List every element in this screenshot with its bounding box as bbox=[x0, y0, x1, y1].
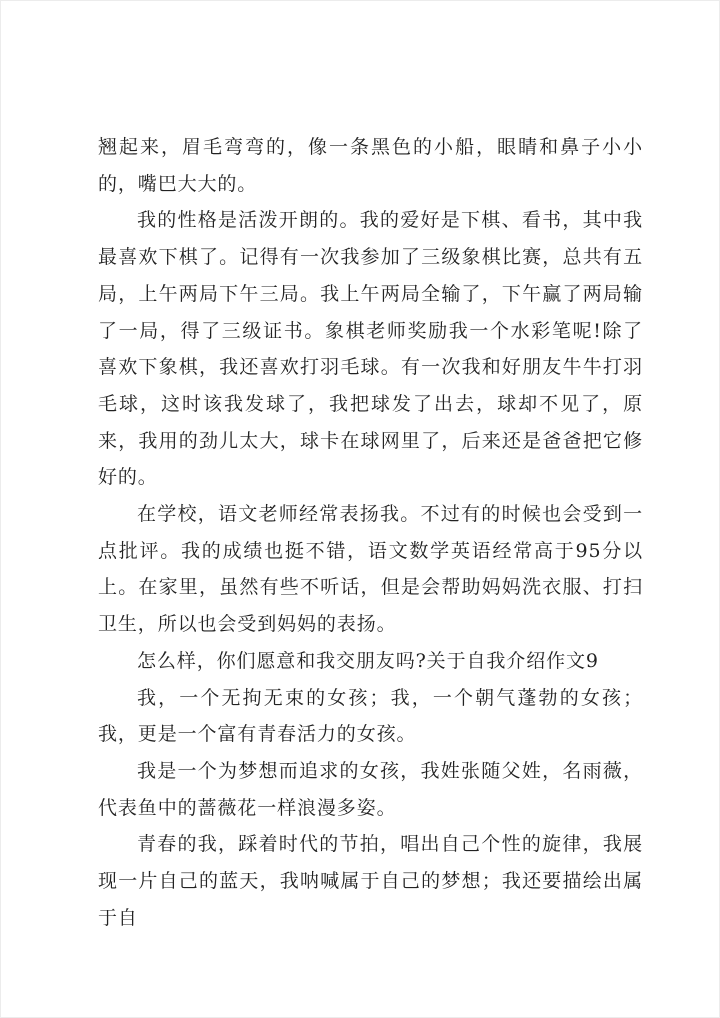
paragraph-2: 我的性格是活泼开朗的。我的爱好是下棋、看书，其中我最喜欢下棋了。记得有一次我参加了三级象棋比赛，总共有五局，上午两局下午三局。我上午两局全输了，下午赢了两局输了一局，得了三级证书。象棋老师奖励我一个水彩笔呢!除了喜欢下象棋，我还喜欢打羽毛球。有一次我和好朋友牛牛打羽毛球，这时该我发球了，我把球发了出去，球却不见了，原来，我用的劲儿太大，球卡在球网里了，后来还是爸爸把它修好的。 bbox=[98, 209, 643, 489]
paragraph-4: 怎么样，你们愿意和我交朋友吗?关于自我介绍作文9 bbox=[137, 649, 599, 672]
paragraph-6: 我是一个为梦想而追求的女孩，我姓张随父姓，名雨薇，代表鱼中的蔷薇花一样浪漫多姿。 bbox=[98, 759, 643, 819]
paragraph-7: 青春的我，踩着时代的节拍，唱出自己个性的旋律，我展现一片自己的蓝天，我呐喊属于自己的梦想；我还要描绘出属于自 bbox=[98, 833, 643, 929]
paragraph-3: 在学校，语文老师经常表扬我。不过有的时候也会受到一点批评。我的成绩也挺不错，语文数学英语经常高于95分以上。在家里，虽然有些不听话，但是会帮助妈妈洗衣服、打扫卫生，所以也会受到妈妈的表扬。 bbox=[98, 503, 643, 636]
paragraph-1: 翘起来，眉毛弯弯的，像一条黑色的小船，眼睛和鼻子小小的，嘴巴大大的。 bbox=[98, 136, 643, 195]
document-body bbox=[98, 129, 643, 936]
paragraph-5: 我，一个无拘无束的女孩；我，一个朝气蓬勃的女孩；我，更是一个富有青春活力的女孩。 bbox=[98, 686, 643, 746]
